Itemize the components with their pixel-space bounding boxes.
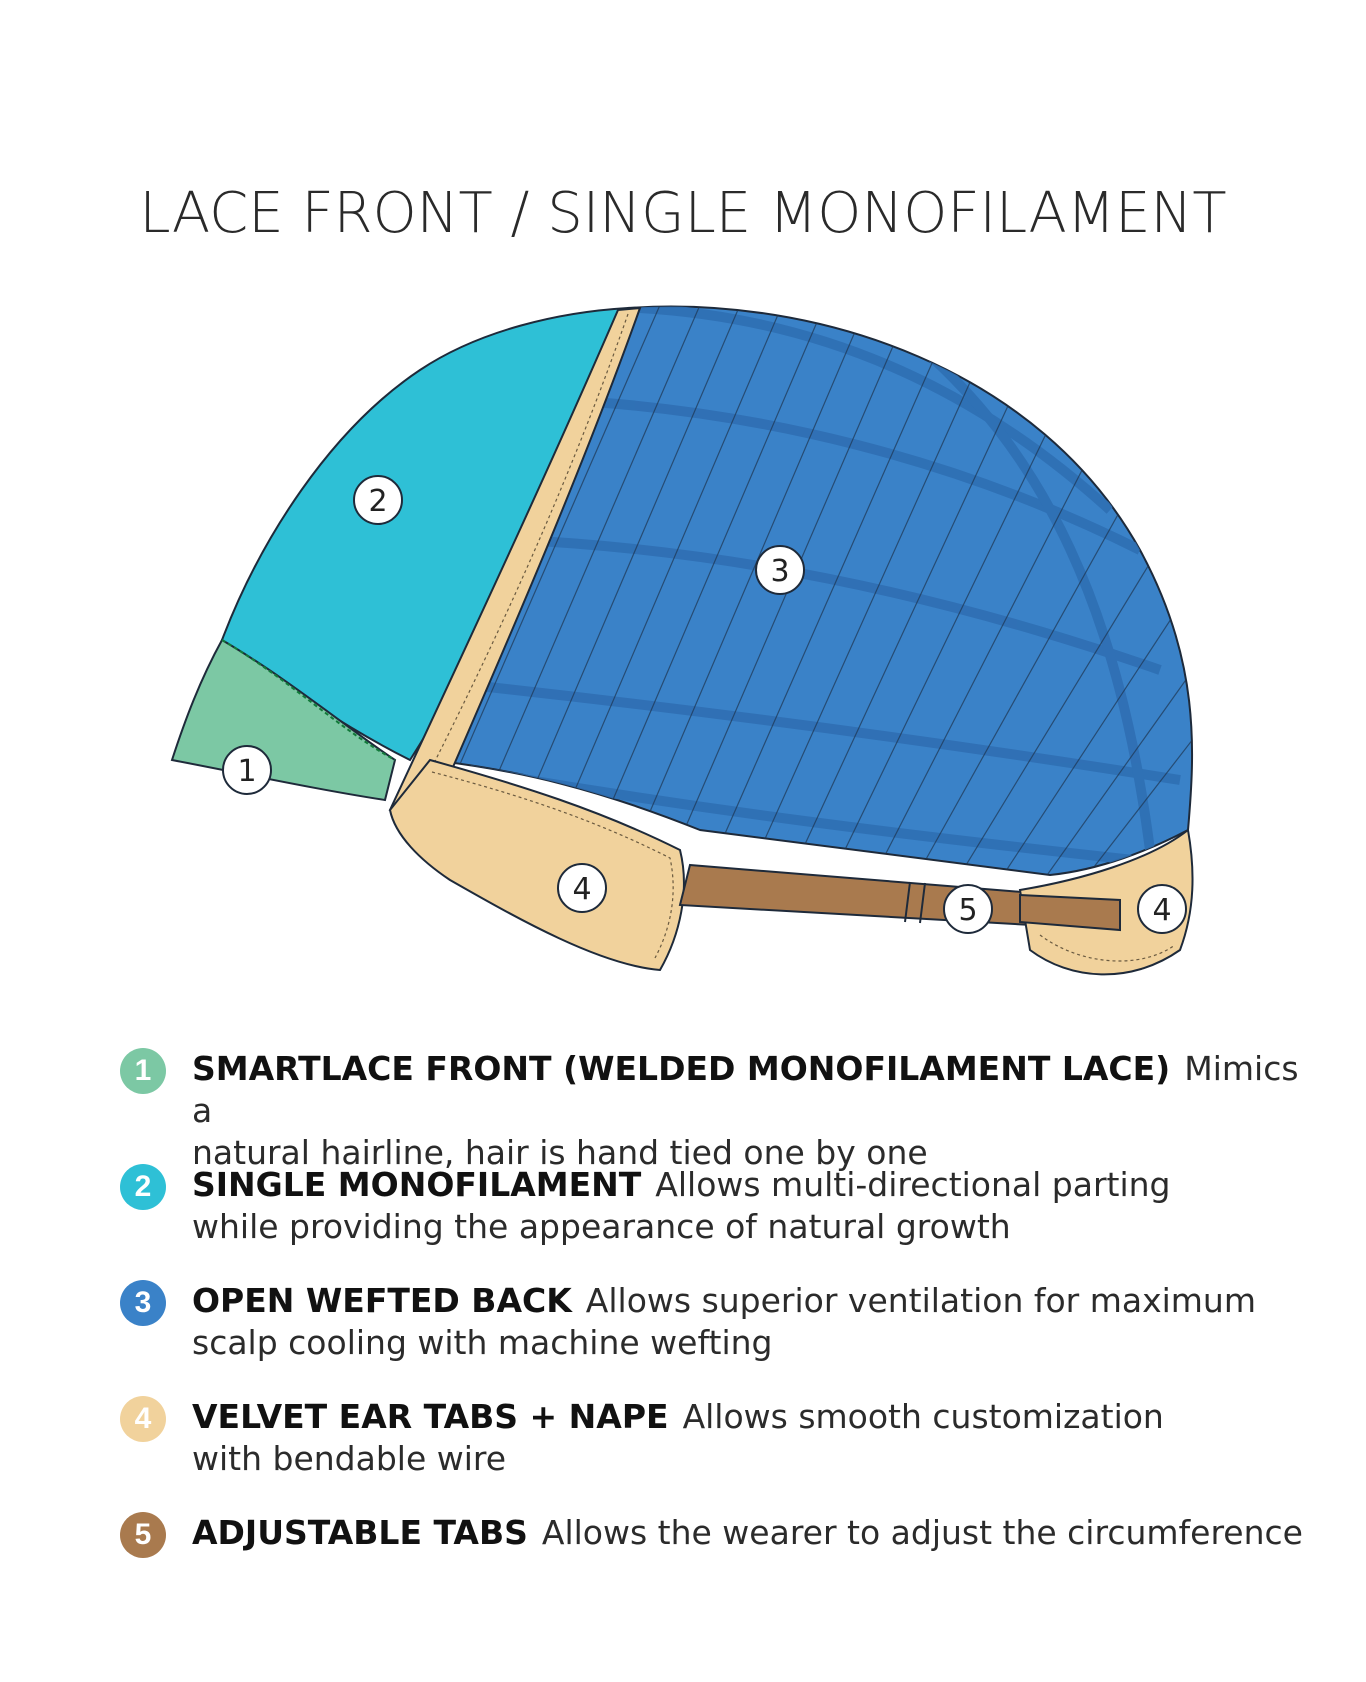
legend-desc: Allows the wearer to adjust the circumference <box>541 1513 1303 1552</box>
legend-desc: while providing the appearance of natural growth <box>192 1207 1011 1246</box>
svg-text:4: 4 <box>1152 893 1172 928</box>
legend-title: ADJUSTABLE TABS <box>192 1513 528 1552</box>
marker-2 <box>354 476 402 524</box>
legend-badge-1: 1 <box>120 1048 166 1094</box>
legend-title: OPEN WEFTED BACK <box>192 1281 572 1320</box>
legend-badge-4: 4 <box>120 1396 166 1442</box>
legend-badge-2: 2 <box>120 1164 166 1210</box>
svg-text:4: 4 <box>572 872 592 907</box>
marker-4-front <box>558 864 606 912</box>
legend-title: SINGLE MONOFILAMENT <box>192 1165 642 1204</box>
svg-text:3: 3 <box>770 554 790 589</box>
svg-text:1: 1 <box>237 754 257 789</box>
legend-badge-3: 3 <box>120 1280 166 1326</box>
legend-desc: Allows superior ventilation for maximum <box>585 1281 1256 1320</box>
legend-desc: Mimics a <box>192 1049 1299 1130</box>
legend-desc: with bendable wire <box>192 1439 507 1478</box>
marker-4-back <box>1138 885 1186 933</box>
diagram-title: LACE FRONT / SINGLE MONOFILAMENT <box>139 181 1227 246</box>
legend-desc: Allows smooth customization <box>682 1397 1164 1436</box>
marker-1 <box>223 746 271 794</box>
legend-title: VELVET EAR TABS + NAPE <box>192 1397 669 1436</box>
marker-3 <box>756 546 804 594</box>
svg-text:2: 2 <box>368 484 388 519</box>
svg-text:5: 5 <box>958 893 978 928</box>
legend-desc: Allows multi-directional parting <box>655 1165 1171 1204</box>
legend-desc: scalp cooling with machine wefting <box>192 1323 773 1362</box>
marker-5 <box>944 885 992 933</box>
legend-desc: natural hairline, hair is hand tied one by one <box>192 1133 928 1172</box>
legend-badge-5: 5 <box>120 1512 166 1558</box>
wig-cap-diagram <box>0 290 1366 1010</box>
legend-title: SMARTLACE FRONT (WELDED MONOFILAMENT LACE) <box>192 1049 1171 1088</box>
